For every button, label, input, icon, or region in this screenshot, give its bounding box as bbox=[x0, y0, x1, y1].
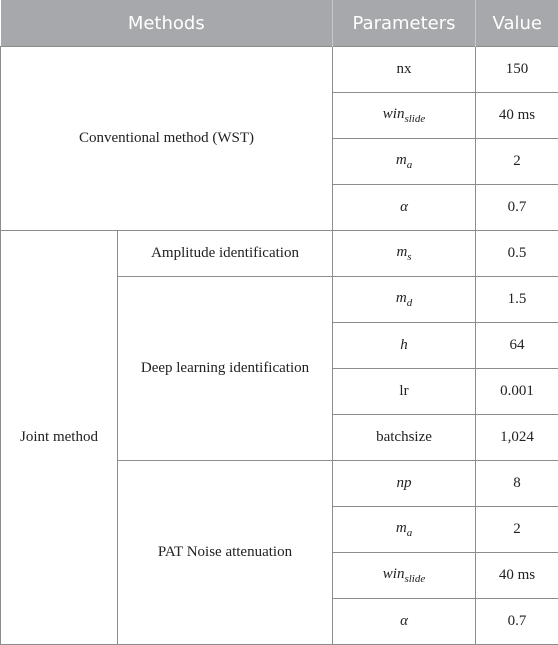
param-cell: batchsize bbox=[333, 415, 476, 461]
param-cell bbox=[333, 231, 476, 277]
header-parameters: Parameters bbox=[333, 0, 476, 47]
param-cell: lr bbox=[333, 369, 476, 415]
value-cell: 0.5 bbox=[476, 231, 558, 277]
deep-learning-identification-label: Deep learning identification bbox=[118, 277, 333, 461]
joint-method-label: Joint method bbox=[1, 231, 118, 645]
param-subscript: d bbox=[406, 297, 413, 309]
param-subscript: slide bbox=[404, 113, 426, 125]
value-cell: 150 bbox=[476, 47, 558, 93]
value-cell: 8 bbox=[476, 461, 558, 507]
param-symbol: m bbox=[395, 520, 407, 536]
param-cell bbox=[333, 553, 476, 599]
param-cell bbox=[333, 93, 476, 139]
value-cell: 40 ms bbox=[476, 553, 558, 599]
param-symbol: win bbox=[382, 566, 405, 582]
param-subscript: a bbox=[406, 159, 413, 171]
value-cell: 64 bbox=[476, 323, 558, 369]
param-cell: nx bbox=[333, 47, 476, 93]
param-cell bbox=[333, 139, 476, 185]
value-cell: 0.001 bbox=[476, 369, 558, 415]
table-row bbox=[1, 231, 558, 277]
value-cell: 40 ms bbox=[476, 93, 558, 139]
param-symbol: m bbox=[395, 152, 407, 168]
value-cell: 0.7 bbox=[476, 599, 558, 645]
value-cell: 2 bbox=[476, 507, 558, 553]
conventional-method-label: Conventional method (WST) bbox=[1, 47, 333, 231]
param-cell: np bbox=[333, 461, 476, 507]
value-cell: 2 bbox=[476, 139, 558, 185]
table-row bbox=[1, 47, 558, 93]
param-cell bbox=[333, 507, 476, 553]
param-symbol: m bbox=[396, 244, 408, 260]
pat-noise-attenuation-label: PAT Noise attenuation bbox=[118, 461, 333, 645]
param-symbol: win bbox=[382, 106, 405, 122]
param-subscript: a bbox=[406, 527, 413, 539]
value-cell: 0.7 bbox=[476, 185, 558, 231]
header-methods: Methods bbox=[1, 0, 333, 47]
value-cell: 1,024 bbox=[476, 415, 558, 461]
param-cell bbox=[333, 277, 476, 323]
param-subscript: s bbox=[407, 251, 412, 263]
amplitude-identification-label: Amplitude identification bbox=[118, 231, 333, 277]
param-cell: h bbox=[333, 323, 476, 369]
value-cell: 1.5 bbox=[476, 277, 558, 323]
param-cell: α bbox=[333, 599, 476, 645]
header-value: Value bbox=[476, 0, 558, 47]
header-row bbox=[1, 0, 558, 47]
param-symbol: m bbox=[395, 290, 407, 306]
param-subscript: slide bbox=[404, 573, 426, 585]
param-cell: α bbox=[333, 185, 476, 231]
